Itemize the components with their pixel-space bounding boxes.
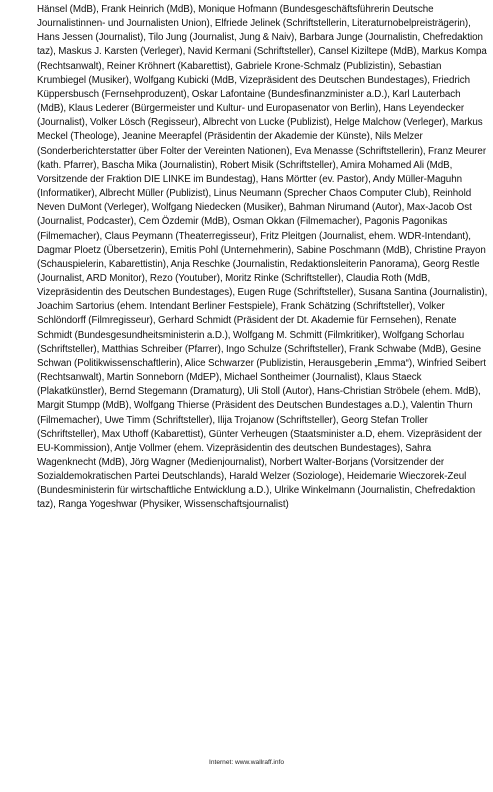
- signatory-list-text: Hänsel (MdB), Frank Heinrich (MdB), Monique Hofmann (Bundesgeschäftsführerin Deutsche Journalistinnen- und Journalisten Union), Elfriede Jelinek (Schriftstellerin, Literaturnobelpreisträgerin), Hans Jessen (Journalist), Tilo Jung (Journalist, Jung & Naiv), Barbara Junge (Journalistin, Chefredaktion taz), Maskus J. Karsten (Verleger), Navid Kermani (Schriftsteller), Cansel Kiziltepe (MdB), Markus Kompa (Rechtsanwalt), Reiner Kröhnert (Kabarettist), Gabriele Krone-Schmalz (Publizistin), Sebastian Krumbiegel (Musiker), Wolfgang Kubicki (MdB, Vizepräsident des Deutschen Bundestages), Friedrich Küppersbusch (Fernsehproduzent), Oskar Lafontaine (Bundesfinanzminister a.D.), Karl Lauterbach (MdB), Klaus Lederer (Bürgermeister und Kultur- und Europasenator von Berlin), Hans Leyendecker (Journalist), Volker Lösch (Regisseur), Albrecht von Lucke (Publizist), Helge Malchow (Verleger), Markus Meckel (Theologe), Jeanine Meerapfel (Präsidentin der Akademie der Künste), Nils Melzer (Sonderberichterstatter über Folter der Vereinten Nationen), Eva Menasse (Schriftstellerin), Franz Meurer (kath. Pfarrer), Bascha Mika (Journalistin), Robert Misik (Schriftsteller), Amira Mohamed Ali (MdB, Vorsitzende der Fraktion DIE LINKE im Bundestag), Hans Mörtter (ev. Pastor), Andy Müller-Maguhn (Informatiker), Albrecht Müller (Publizist), Linus Neumann (Sprecher Chaos Computer Club), Reinhold Neven DuMont (Verleger), Wolfgang Niedecken (Musiker), Bahman Nirumand (Autor), Max-Jacob Ost (Journalist, Podcaster), Cem Özdemir (MdB), Osman Okkan (Filmemacher), Pagonis Pagonikas (Filmemacher), Claus Peymann (Theaterregisseur), Fritz Pleitgen (Journalist, ehem. WDR-Intendant), Dagmar Ploetz (Übersetzerin), Emitis Pohl (Unternehmerin), Sabine Poschmann (MdB), Christine Prayon (Schauspielerin, Kabarettistin), Anja Reschke (Journalistin, Redaktionsleiterin Panorama), Georg Restle (Journalist, ARD Monitor), Rezo (Youtuber), Moritz Rinke (Schriftsteller), Claudia Roth (MdB, Vizepräsidentin des Deutschen Bundestages), Eugen Ruge (Schriftsteller), Susana Santina (Journalistin), Joachim Sartorius (ehem. Intendant Berliner Festspiele), Frank Schätzing (Schriftsteller), Volker Schlöndorff (Filmregisseur), Gerhard Schmidt (Präsident der Dt. Akademie für Fernsehen), Renate Schmidt (Bundesgesundheitsministerin a.D.), Wolfgang M. Schmitt (Filmkritiker), Wolfgang Schorlau (Schriftsteller), Matthias Schreiber (Pfarrer), Ingo Schulze (Schriftsteller), Frank Schwabe (MdB), Gesine Schwan (Politikwissenschaftlerin), Alice Schwarzer (Publizistin, Herausgeberin „Emma“), Winfried Seibert (Rechtsanwalt), Martin Sonneborn (MdEP), Michael Sontheimer (Journalist), Klaus Staeck (Plakatkünstler), Bernd Stegemann (Dramaturg), Uli Stoll (Autor), Hans-Christian Ströbele (ehem. MdB), Margit Stumpp (MdB), Wolfgang Thierse (Präsident des Deutschen Bundestages a.D.), Valentin Thurn (Filmemacher), Uwe Timm (Schriftsteller), Ilija Trojanow (Schriftsteller), Georg Stefan Troller (Schriftsteller), Max Uthoff (Kabarettist), Günter Verheugen (Staatsminister a.D, ehem. Vizepräsident der EU-Kommission), Antje Vollmer (ehem. Vizepräsidentin des deutschen Bundestages), Sahra Wagenknecht (MdB), Jörg Wagner (Medienjournalist), Norbert Walter-Borjans (Vorsitzender der Sozialdemokratischen Partei Deutschlands), Harald Welzer (Soziologe), Heidemarie Wieczorek-Zeul (Bundesministerin für wirtschaftliche Entwicklung a.D.), Ulrike Winkelmann (Journalistin, Chefredaktion taz), Ranga Yogeshwar (Physiker, Wissenschaftsjournalist): [37, 4, 488, 511]
- page-footer: Internet: www.wallraff.info: [208, 759, 284, 766]
